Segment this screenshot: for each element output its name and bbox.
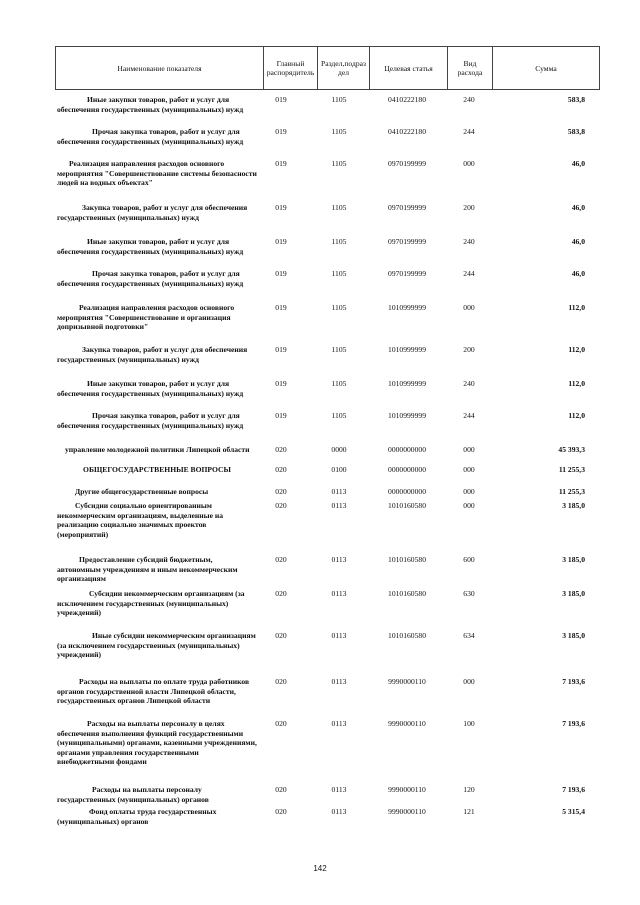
row-name: Прочая закупка товаров, работ и услуг для обеспечения государственных (муниципальных) нужд: [57, 269, 244, 288]
row-summa: 3 185,0: [562, 589, 585, 598]
row-glavny: 020: [275, 719, 287, 728]
row-name: Расходы на выплаты персоналу государственных (муниципальных) органов: [57, 785, 209, 804]
row-tsel: 0970199999: [388, 159, 426, 168]
row-glavny: 020: [275, 445, 287, 454]
row-glavny: 020: [275, 807, 287, 816]
row-name: Другие общегосударственные вопросы: [75, 487, 209, 496]
row-name: Субсидии социально ориентированным некоммерческим организациям, выделенные на реализацию социально значимых проектов (мероприятий): [57, 501, 224, 539]
header-tsel: Целевая статья: [370, 47, 448, 89]
row-name: Иные субсидии некоммерческим организациям (за исключением государственных (муниципальных) учреждений): [57, 631, 256, 660]
row-vid: 000: [463, 487, 475, 496]
row-tsel: 9990000110: [388, 677, 426, 686]
row-tsel: 0970199999: [388, 237, 426, 246]
row-summa: 46,0: [571, 237, 585, 246]
row-summa: 7 193,6: [562, 719, 585, 728]
row-summa: 46,0: [571, 203, 585, 212]
row-glavny: 020: [275, 631, 287, 640]
row-tsel: 0000000000: [388, 445, 426, 454]
row-glavny: 019: [275, 411, 287, 420]
page-number: 142: [313, 864, 327, 873]
row-razdel: 0113: [331, 589, 347, 598]
row-tsel: 0970199999: [388, 269, 426, 278]
header-name: Наименование показателя: [56, 47, 264, 89]
row-vid: 240: [463, 237, 475, 246]
row-tsel: 1010160580: [388, 501, 426, 510]
row-razdel: 0113: [331, 631, 347, 640]
row-vid: 244: [463, 127, 475, 136]
row-vid: 200: [463, 345, 475, 354]
row-vid: 000: [463, 501, 475, 510]
row-razdel: 0113: [331, 555, 347, 564]
row-tsel: 1010160580: [388, 589, 426, 598]
row-summa: 112,0: [568, 379, 585, 388]
row-razdel: 1105: [331, 127, 347, 136]
row-razdel: 1105: [331, 379, 347, 388]
row-tsel: 1010999999: [388, 411, 426, 420]
row-vid: 000: [463, 159, 475, 168]
row-vid: 240: [463, 95, 475, 104]
row-summa: 46,0: [571, 269, 585, 278]
row-razdel: 0000: [331, 445, 347, 454]
row-razdel: 1105: [331, 269, 347, 278]
row-vid: 600: [463, 555, 475, 564]
row-razdel: 0113: [331, 677, 347, 686]
row-tsel: 1010160580: [388, 555, 426, 564]
row-summa: 583,8: [567, 95, 585, 104]
row-glavny: 020: [275, 677, 287, 686]
row-glavny: 019: [275, 345, 287, 354]
row-name: Фонд оплаты труда государственных (муниципальных) органов: [57, 807, 217, 826]
row-tsel: 1010999999: [388, 345, 426, 354]
row-summa: 112,0: [568, 303, 585, 312]
header-glavny: Главный распорядитель: [264, 47, 318, 89]
row-name: Реализация направления расходов основного мероприятия "Совершенствование системы безопасности людей на водных объектах": [57, 159, 257, 188]
row-glavny: 020: [275, 487, 287, 496]
row-tsel: 1010160580: [388, 631, 426, 640]
row-glavny: 020: [275, 555, 287, 564]
row-glavny: 019: [275, 95, 287, 104]
row-razdel: 0113: [331, 501, 347, 510]
row-tsel: 9990000110: [388, 785, 426, 794]
row-tsel: 0970199999: [388, 203, 426, 212]
row-name: Прочая закупка товаров, работ и услуг для обеспечения государственных (муниципальных) нужд: [57, 127, 244, 146]
row-summa: 11 255,3: [558, 487, 585, 496]
row-glavny: 019: [275, 269, 287, 278]
row-razdel: 1105: [331, 345, 347, 354]
header-razdel: Раздел,подраз дел: [318, 47, 370, 89]
row-name: Закупка товаров, работ и услуг для обеспечения государственных (муниципальных) нужд: [57, 345, 248, 364]
row-razdel: 1105: [331, 237, 347, 246]
row-tsel: 0000000000: [388, 465, 426, 474]
row-name: Иные закупки товаров, работ и услуг для обеспечения государственных (муниципальных) нужд: [57, 237, 244, 256]
row-vid: 000: [463, 445, 475, 454]
row-razdel: 0113: [331, 719, 347, 728]
row-summa: 7 193,6: [562, 677, 585, 686]
row-name: управление молодежной политики Липецкой области: [65, 445, 250, 454]
row-summa: 112,0: [568, 411, 585, 420]
row-vid: 240: [463, 379, 475, 388]
row-summa: 45 393,3: [558, 445, 585, 454]
row-razdel: 1105: [331, 411, 347, 420]
row-name: Иные закупки товаров, работ и услуг для обеспечения государственных (муниципальных) нужд: [57, 379, 244, 398]
row-vid: 120: [463, 785, 475, 794]
row-glavny: 019: [275, 127, 287, 136]
row-razdel: 1105: [331, 203, 347, 212]
row-vid: 634: [463, 631, 475, 640]
row-name: Расходы на выплаты по оплате труда работников органов государственной власти Липецкой области, государственных органов Липецкой области: [57, 677, 250, 706]
row-glavny: 019: [275, 303, 287, 312]
row-vid: 000: [463, 677, 475, 686]
row-tsel: 1010999999: [388, 379, 426, 388]
row-name: Предоставление субсидий бюджетным, автономным учреждениям и иным некоммерческим организациям: [57, 555, 238, 584]
row-razdel: 0113: [331, 487, 347, 496]
row-summa: 46,0: [571, 159, 585, 168]
row-glavny: 019: [275, 203, 287, 212]
row-glavny: 019: [275, 159, 287, 168]
row-name: Субсидии некоммерческим организациям (за исключением государственных (муниципальных) учреждений): [57, 589, 245, 618]
row-vid: 244: [463, 411, 475, 420]
row-razdel: 0113: [331, 785, 347, 794]
row-summa: 583,8: [567, 127, 585, 136]
row-glavny: 020: [275, 785, 287, 794]
row-glavny: 020: [275, 501, 287, 510]
row-name: Реализация направления расходов основного мероприятия "Совершенствование и организация допризывной подготовки": [57, 303, 235, 332]
table-header: [55, 46, 600, 90]
row-tsel: 9990000110: [388, 719, 426, 728]
row-summa: 7 193,6: [562, 785, 585, 794]
row-glavny: 019: [275, 379, 287, 388]
row-tsel: 9990000110: [388, 807, 426, 816]
header-summa: Сумма: [535, 63, 557, 73]
row-razdel: 0100: [331, 465, 347, 474]
row-vid: 200: [463, 203, 475, 212]
row-razdel: 1105: [331, 159, 347, 168]
row-tsel: 0000000000: [388, 487, 426, 496]
row-summa: 3 185,0: [562, 555, 585, 564]
row-vid: 100: [463, 719, 475, 728]
row-glavny: 020: [275, 589, 287, 598]
row-glavny: 020: [275, 465, 287, 474]
row-razdel: 1105: [331, 303, 347, 312]
row-razdel: 0113: [331, 807, 347, 816]
row-summa: 3 185,0: [562, 631, 585, 640]
row-summa: 112,0: [568, 345, 585, 354]
row-summa: 5 315,4: [562, 807, 585, 816]
row-vid: 000: [463, 465, 475, 474]
row-name: Закупка товаров, работ и услуг для обеспечения государственных (муниципальных) нужд: [57, 203, 248, 222]
row-summa: 11 255,3: [558, 465, 585, 474]
row-summa: 3 185,0: [562, 501, 585, 510]
row-vid: 121: [463, 807, 475, 816]
row-glavny: 019: [275, 237, 287, 246]
row-vid: 630: [463, 589, 475, 598]
row-name: ОБЩЕГОСУДАРСТВЕННЫЕ ВОПРОСЫ: [83, 465, 231, 474]
row-tsel: 0410222180: [388, 127, 426, 136]
row-tsel: 0410222180: [388, 95, 426, 104]
header-vid: Вид расхода: [448, 47, 493, 89]
row-vid: 244: [463, 269, 475, 278]
row-razdel: 1105: [331, 95, 347, 104]
row-name: Иные закупки товаров, работ и услуг для обеспечения государственных (муниципальных) нужд: [57, 95, 244, 114]
row-name: Прочая закупка товаров, работ и услуг для обеспечения государственных (муниципальных) нужд: [57, 411, 244, 430]
row-vid: 000: [463, 303, 475, 312]
row-name: Расходы на выплаты персоналу в целях обеспечения выполнения функций государственными (муниципальными) органами, казенными учреждениями, органами управления государственными внебюджетными фондами: [57, 719, 257, 767]
row-tsel: 1010999999: [388, 303, 426, 312]
